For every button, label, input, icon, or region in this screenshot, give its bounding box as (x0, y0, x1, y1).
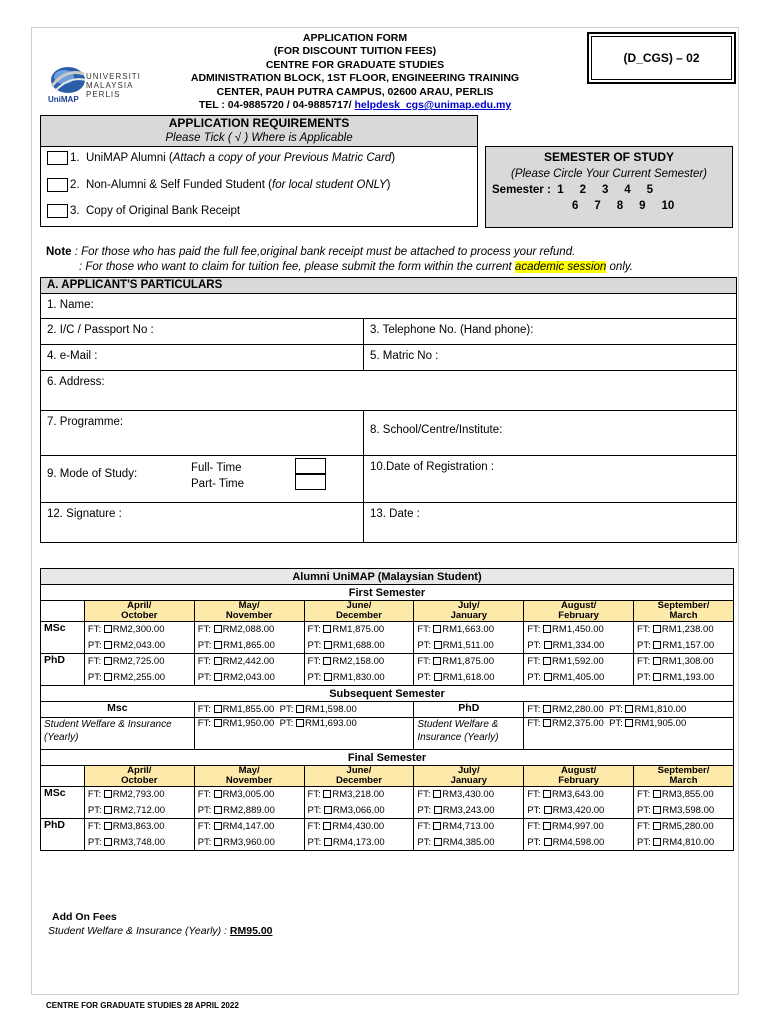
address-line-2: CENTER, PAUH PUTRA CAMPUS, 02600 ARAU, PERLIS (216, 85, 494, 98)
fee-checkbox[interactable] (214, 806, 222, 814)
semester-options-row2[interactable]: 6 7 8 9 10 (572, 200, 675, 212)
address-field[interactable]: 6. Address: (40, 371, 737, 411)
fee-checkbox[interactable] (653, 657, 661, 665)
name-field[interactable]: 1. Name: (40, 294, 737, 319)
telephone-field[interactable]: 3. Telephone No. (Hand phone): (363, 319, 539, 344)
requirement-bank-receipt: 3. Copy of Original Bank Receipt (47, 204, 240, 218)
fee-checkbox[interactable] (543, 822, 551, 830)
requirement-alumni: 1. UniMAP Alumni ( Attach a copy of your Previous Matric Card ) (47, 151, 395, 165)
fee-checkbox[interactable] (433, 625, 441, 633)
fee-checkbox[interactable] (653, 625, 661, 633)
footer: CENTRE FOR GRADUATE STUDIES 28 APRIL 2022 (46, 1001, 239, 1010)
note: Note : For those who has paid the full fee,original bank receipt must be attached to process your refund. : For those who want to claim for tuition fee, please submit the form within the current academic session only. (46, 246, 633, 273)
table-row: PT: RM2,043.00 PT: RM1,865.00 PT: RM1,688.00 PT: RM1,511.00 PT: RM1,334.00 PT: RM1,157.00 (41, 638, 734, 654)
part-time-label: Part- Time (191, 478, 245, 490)
fee-checkbox[interactable] (214, 719, 222, 727)
fee-checkbox[interactable] (434, 838, 442, 846)
fee-checkbox[interactable] (104, 641, 112, 649)
date-field[interactable]: 13. Date : (363, 503, 426, 542)
mode-options (191, 460, 244, 492)
fee-checkbox[interactable] (324, 838, 332, 846)
fees-table-title: Alumni UniMAP (Malaysian Student) (41, 569, 734, 585)
contact-line: TEL : 04-9885720 / 04-9885717/ helpdesk_cgs@unimap.edu.my (198, 99, 512, 112)
fee-checkbox[interactable] (544, 806, 552, 814)
fee-checkbox[interactable] (104, 673, 112, 681)
semester-instruction: (Please Circle Your Current Semester) (511, 168, 707, 180)
email-link[interactable]: helpdesk_cgs@unimap.edu.my (354, 99, 512, 112)
fee-checkbox[interactable] (104, 822, 112, 830)
table-row: MSc FT: RM2,300.00 FT: RM2,088.00 FT: RM1,875.00 FT: RM1,663.00 FT: RM1,450.00 FT: RM1,238.00 (41, 622, 734, 638)
requirement-non-alumni: 2. Non-Alumni & Self Funded Student ( for local student ONLY ) (47, 178, 391, 192)
requirements-list (40, 147, 478, 227)
mode-of-study-label: 9. Mode of Study: (47, 468, 138, 480)
table-row: PhD FT: RM2,725.00 FT: RM2,442.00 FT: RM2,158.00 FT: RM1,875.00 FT: RM1,592.00 FT: RM1,308.00 (41, 654, 734, 670)
month-header-row: April/ October May/ November June/ December July/ January August/ February September/ March (41, 601, 734, 622)
fee-checkbox[interactable] (104, 838, 112, 846)
requirement-checkbox[interactable] (47, 151, 68, 165)
fee-checkbox[interactable] (323, 625, 331, 633)
form-code-box: (D_CGS) – 02 (587, 32, 736, 84)
table-row: PT: RM3,748.00 PT: RM3,960.00 PT: RM4,173.00 PT: RM4,385.00 PT: RM4,598.00 PT: RM4,810.00 (41, 835, 734, 851)
fee-checkbox[interactable] (434, 673, 442, 681)
registration-date-field[interactable]: 10.Date of Registration : (363, 456, 500, 502)
form-header (160, 32, 550, 112)
fee-checkbox[interactable] (544, 673, 552, 681)
fee-checkbox[interactable] (544, 838, 552, 846)
fee-checkbox[interactable] (653, 822, 661, 830)
full-time-label: Full- Time (191, 462, 242, 474)
final-semester-header: Final Semester (41, 750, 734, 766)
fee-checkbox[interactable] (433, 790, 441, 798)
fee-checkbox[interactable] (324, 641, 332, 649)
fee-checkbox[interactable] (214, 705, 222, 713)
address-line-1: ADMINISTRATION BLOCK, 1ST FLOOR, ENGINEERING TRAINING (190, 72, 520, 85)
fee-checkbox[interactable] (434, 806, 442, 814)
table-row: MSc FT: RM2,793.00 FT: RM3,005.00 FT: RM3,218.00 FT: RM3,430.00 FT: RM3,643.00 FT: RM3,855.00 (41, 787, 734, 803)
requirements-header: APPLICATION REQUIREMENTS Please Tick ( √ ) Where is Applicable (40, 115, 478, 147)
form-subtitle: (FOR DISCOUNT TUITION FEES) (273, 45, 437, 58)
fee-checkbox[interactable] (104, 790, 112, 798)
fee-checkbox[interactable] (433, 657, 441, 665)
fee-checkbox[interactable] (543, 625, 551, 633)
part-time-checkbox[interactable] (295, 474, 326, 490)
fee-checkbox[interactable] (434, 641, 442, 649)
form-title: APPLICATION FORM (302, 32, 408, 44)
logo-brand: UniMAP (48, 95, 79, 104)
fee-checkbox[interactable] (214, 790, 222, 798)
fee-checkbox[interactable] (653, 790, 661, 798)
fee-checkbox[interactable] (324, 806, 332, 814)
fee-checkbox[interactable] (104, 806, 112, 814)
section-a-title: A. APPLICANT'S PARTICULARS (40, 277, 737, 294)
matric-field[interactable]: 5. Matric No : (363, 345, 444, 370)
table-row: PhD FT: RM3,863.00 FT: RM4,147.00 FT: RM4,430.00 FT: RM4,713.00 FT: RM4,997.00 FT: RM5,280.00 (41, 819, 734, 835)
semester-options-row1[interactable]: Semester : 1 2 3 4 5 (492, 184, 654, 196)
school-field[interactable]: 8. School/Centre/Institute: (363, 411, 508, 455)
requirement-checkbox[interactable] (47, 204, 68, 218)
full-time-checkbox[interactable] (295, 458, 326, 474)
email-field[interactable]: 4. e-Mail : (47, 350, 98, 362)
fee-checkbox[interactable] (625, 719, 633, 727)
fee-checkbox[interactable] (296, 705, 304, 713)
ic-passport-field[interactable]: 2. I/C / Passport No : (47, 324, 154, 336)
table-row: Student Welfare & Insurance (Yearly) FT: RM1,950.00 PT: RM1,693.00 Student Welfare & Insurance (Yearly) FT: RM2,375.00 PT: RM1,905.00 (41, 718, 734, 750)
fee-checkbox[interactable] (323, 790, 331, 798)
add-on-fees: Add On Fees Student Welfare & Insurance (Yearly) : RM95.00 (48, 911, 273, 937)
table-row: PT: RM2,255.00 PT: RM2,043.00 PT: RM1,830.00 PT: RM1,618.00 PT: RM1,405.00 PT: RM1,193.00 (41, 670, 734, 686)
fee-checkbox[interactable] (653, 806, 661, 814)
fee-checkbox[interactable] (543, 719, 551, 727)
fee-checkbox[interactable] (296, 719, 304, 727)
fee-checkbox[interactable] (214, 838, 222, 846)
fee-checkbox[interactable] (214, 657, 222, 665)
fee-checkbox[interactable] (653, 641, 661, 649)
fees-table (40, 568, 734, 851)
fee-checkbox[interactable] (214, 673, 222, 681)
fee-checkbox[interactable] (214, 822, 222, 830)
form-page (31, 27, 739, 995)
programme-field[interactable]: 7. Programme: (47, 416, 124, 428)
fee-checkbox[interactable] (104, 625, 112, 633)
semester-title: SEMESTER OF STUDY (543, 150, 674, 164)
fee-checkbox[interactable] (543, 705, 551, 713)
centre-name: CENTRE FOR GRADUATE STUDIES (265, 58, 445, 71)
add-on-title: Add On Fees (52, 911, 117, 923)
first-semester-header: First Semester (41, 585, 734, 601)
table-row: Msc FT: RM1,855.00 PT: RM1,598.00 PhD FT: RM2,280.00 PT: RM1,810.00 (41, 702, 734, 718)
signature-field[interactable]: 12. Signature : (47, 508, 122, 520)
table-row: PT: RM2,712.00 PT: RM2,889.00 PT: RM3,066.00 PT: RM3,243.00 PT: RM3,420.00 PT: RM3,598.00 (41, 803, 734, 819)
month-header-row: April/ October May/ November June/ December July/ January August/ February September/ March (41, 766, 734, 787)
fee-checkbox[interactable] (653, 673, 661, 681)
fee-checkbox[interactable] (543, 657, 551, 665)
semester-of-study-box (485, 146, 733, 228)
fee-checkbox[interactable] (323, 657, 331, 665)
fee-checkbox[interactable] (543, 790, 551, 798)
requirement-checkbox[interactable] (47, 178, 68, 192)
fee-checkbox[interactable] (323, 822, 331, 830)
fee-checkbox[interactable] (324, 673, 332, 681)
fee-checkbox[interactable] (214, 641, 222, 649)
fee-checkbox[interactable] (433, 822, 441, 830)
logo-university-name: UNIVERSITI MALAYSIA PERLIS (86, 72, 141, 99)
add-on-amount: RM95.00 (229, 925, 273, 937)
fee-checkbox[interactable] (653, 838, 661, 846)
fee-checkbox[interactable] (214, 625, 222, 633)
fee-checkbox[interactable] (544, 641, 552, 649)
fee-checkbox[interactable] (625, 705, 633, 713)
fee-checkbox[interactable] (104, 657, 112, 665)
subsequent-semester-header: Subsequent Semester (41, 686, 734, 702)
applicant-particulars (40, 277, 737, 543)
